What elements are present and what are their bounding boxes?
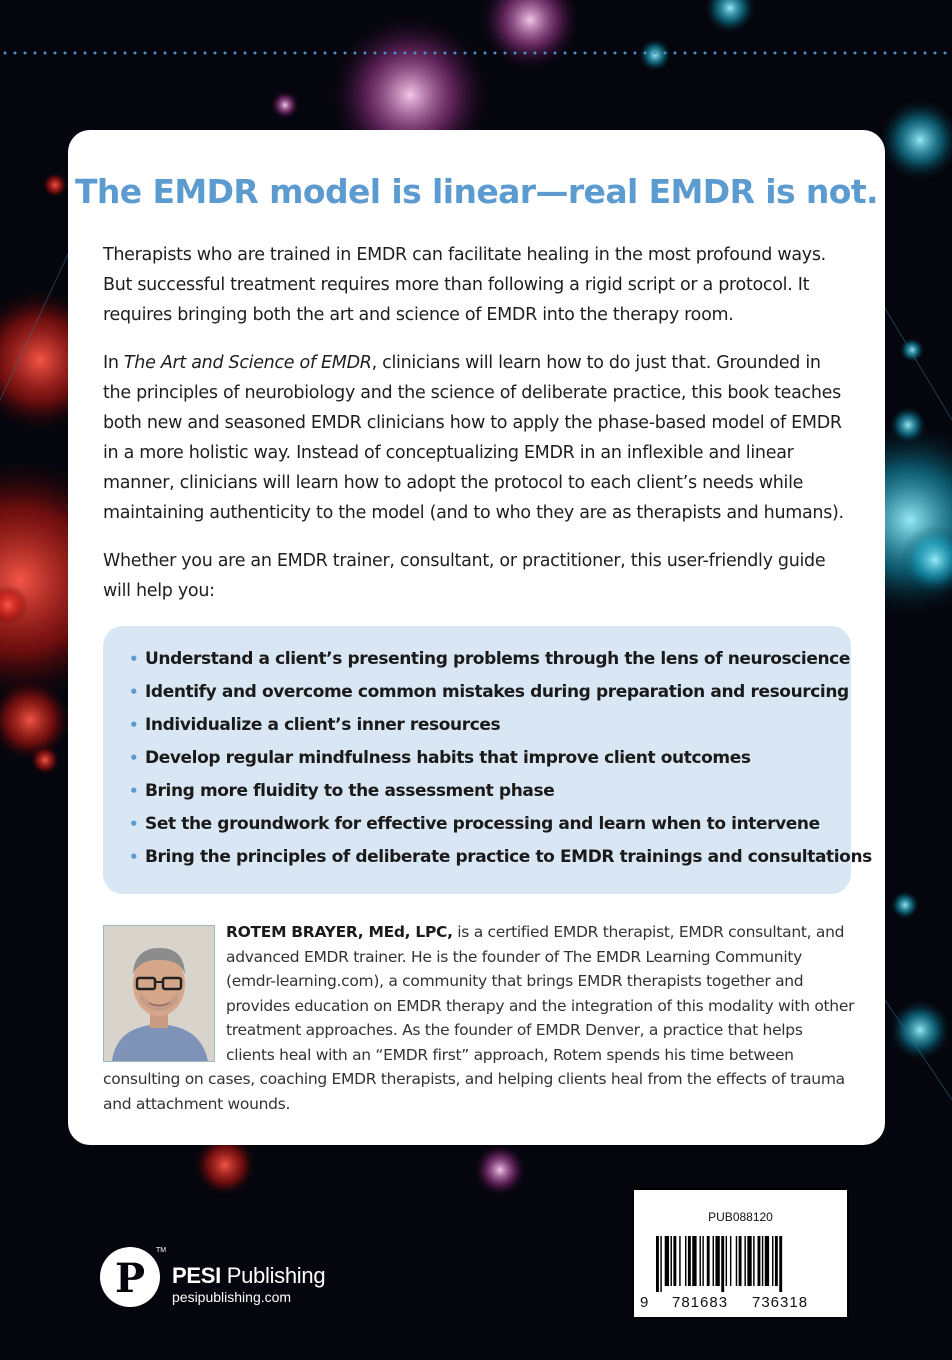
logo-letter: P xyxy=(114,1255,146,1302)
benefit-item: • Bring the principles of deliberate practice to EMDR trainings and consultations xyxy=(103,844,851,877)
publisher-name-rest: Publishing xyxy=(220,1263,326,1288)
publisher-name xyxy=(172,1263,325,1289)
author-name: ROTEM BRAYER, MEd, LPC, xyxy=(226,923,453,941)
barcode-bar xyxy=(726,1236,727,1286)
barcode-bar xyxy=(679,1236,680,1286)
isbn-prefix-digit: 9 xyxy=(640,1294,649,1311)
barcode-bar xyxy=(692,1236,696,1286)
isbn-barcode xyxy=(656,1236,826,1292)
barcode-bar xyxy=(765,1236,769,1286)
barcode-bar xyxy=(762,1236,763,1286)
book-title: The Art and Science of EMDR xyxy=(123,353,372,373)
benefit-item: • Bring more fluidity to the assessment phase xyxy=(103,778,851,811)
author-bio xyxy=(103,920,855,1116)
intro-paragraph: Therapists who are trained in EMDR can facilitate healing in the most profound ways. But successful treatment requires more than following a rigid script or a protocol. It requires bringing both the art and science of EMDR into the therapy room. xyxy=(103,245,826,325)
description-lead: In xyxy=(103,353,124,373)
benefit-item: • Individualize a client’s inner resources xyxy=(103,712,851,745)
description-rest: , clinicians will learn how to do just that. Grounded in the principles of neurobiology and the science of deliberate practice, this book teaches both new and seasoned EMDR clinicians how to apply the phase-based model of EMDR in a more holistic way. Instead of conceptualizing EMDR in an inflexible and linear manner, clinicians will learn how to adopt the protocol to each client’s needs while maintaining authenticity to the model (and to who they are as therapists and humans). xyxy=(103,353,844,523)
benefit-item: • Set the groundwork for effective processing and learn when to intervene xyxy=(103,811,851,844)
content-card xyxy=(68,130,885,1145)
publisher-mark-icon xyxy=(100,1245,167,1309)
barcode-bar xyxy=(660,1236,661,1292)
barcode-panel xyxy=(632,1188,849,1319)
barcode-bar xyxy=(713,1236,714,1286)
benefit-item: • Understand a client’s presenting problems through the lens of neuroscience xyxy=(103,646,851,679)
barcode-bar xyxy=(772,1236,773,1286)
benefit-item: • Identify and overcome common mistakes during preparation and resourcing xyxy=(103,679,851,712)
publisher-url: pesipublishing.com xyxy=(172,1289,292,1305)
benefit-item: • Develop regular mindfulness habits that improve client outcomes xyxy=(103,745,851,778)
barcode-bar xyxy=(702,1236,703,1286)
barcode-bar xyxy=(700,1236,701,1286)
trademark-symbol: TM xyxy=(156,1247,167,1254)
barcode-bar xyxy=(779,1236,782,1292)
barcode-bar xyxy=(665,1236,669,1286)
isbn-right-group: 736318 xyxy=(752,1294,809,1311)
barcode-bar xyxy=(721,1236,724,1292)
benefits-list xyxy=(103,626,872,877)
barcode-bar xyxy=(707,1236,710,1286)
barcode-bar xyxy=(673,1236,676,1286)
pub-code: PUB088120 xyxy=(708,1210,773,1224)
barcode-bar xyxy=(656,1236,659,1292)
publisher-logo xyxy=(100,1245,360,1315)
benefits-panel xyxy=(103,626,872,894)
barcode-bar xyxy=(730,1236,731,1286)
barcode-bar xyxy=(715,1236,719,1286)
barcode-bar xyxy=(744,1236,745,1286)
barcode-bar xyxy=(736,1236,737,1286)
barcode-bar xyxy=(753,1236,754,1286)
description-paragraph xyxy=(103,348,853,528)
headline: The EMDR model is linear—real EMDR is not. xyxy=(74,172,878,211)
author-bio-text: is a certified EMDR therapist, EMDR consultant, and advanced EMDR trainer. He is the founder of The EMDR Learning Community (emdr-learning.com), a community that brings EMDR therapists together and provides education on EMDR therapy and the integration of this modality with other treatment approaches. As the founder of EMDR Denver, a practice that helps clients heal with an “EMDR first” approach, Rotem spends his time between consulting on cases, coaching EMDR therapists, and helping clients heal from the effects of trauma and attachment wounds. xyxy=(103,923,855,1113)
barcode-bar xyxy=(739,1236,742,1286)
barcode-bar xyxy=(688,1236,691,1286)
barcode-bar xyxy=(685,1236,686,1286)
author-portrait-illustration xyxy=(104,926,214,1061)
barcode-bar xyxy=(775,1236,778,1286)
barcode-bar xyxy=(671,1236,672,1286)
dotted-divider xyxy=(0,50,952,56)
publisher-name-bold: PESI xyxy=(172,1263,221,1288)
isbn-left-group: 781683 xyxy=(672,1294,729,1311)
barcode-bar xyxy=(758,1236,761,1286)
author-photo xyxy=(103,925,215,1062)
barcode-bar xyxy=(747,1236,751,1286)
audience-paragraph: Whether you are an EMDR trainer, consultant, or practitioner, this user-friendly guide will help you: xyxy=(103,551,826,601)
